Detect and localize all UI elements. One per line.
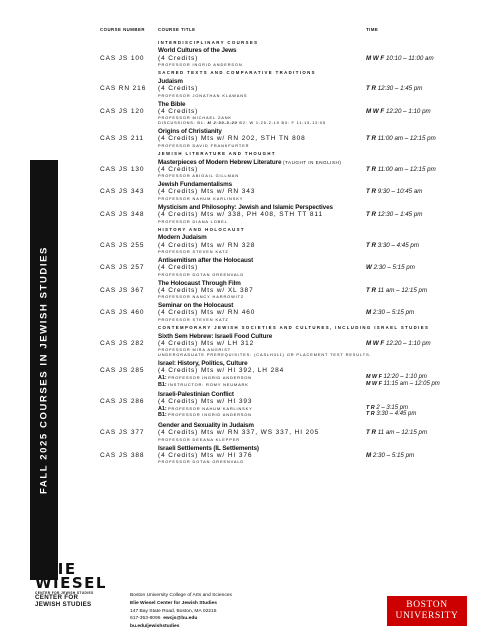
discussion-b3: B3: F 11:15-12:05 xyxy=(281,120,326,126)
course-number: CAS JS 286 xyxy=(100,398,145,406)
course-hours: 9:30 – 10:45 am xyxy=(377,188,423,196)
course-title xyxy=(158,257,470,264)
contact-address: 147 Bay State Road, Boston, MA 02215 xyxy=(130,608,217,614)
course-hours: 12:20 – 1:10 pm xyxy=(385,107,431,115)
course-entry xyxy=(100,47,470,67)
course-hours: 12:20 – 1:10 pm xyxy=(385,339,431,347)
course-hours: 11:00 am – 12:15 pm xyxy=(377,165,436,173)
course-title-text: Jewish Fundamentalisms xyxy=(158,181,233,189)
course-hours: 12:30 – 1:45 pm xyxy=(377,211,423,219)
course-entry xyxy=(100,391,470,419)
course-number: CAS JS 343 xyxy=(100,188,145,196)
course-listing xyxy=(100,37,470,467)
course-entry xyxy=(100,204,470,224)
course-credits: (4 Credits) Mts w/ XL 387 xyxy=(158,286,254,294)
course-days: T R xyxy=(366,85,376,92)
course-credits: (4 Credits) Mts w/ RN 460 xyxy=(158,309,256,317)
course-title-text: Sixth Sem Hebrew: Israeli Food Culture xyxy=(158,332,273,340)
course-credits: (4 Credits) xyxy=(158,54,199,62)
course-title-text: Masterpieces of Modern Hebrew Literature xyxy=(158,158,282,166)
contact-center-name: Elie Wiesel Center for Jewish Studies xyxy=(130,600,217,606)
course-hours: 2:30 – 5:15 pm xyxy=(373,264,415,272)
course-number: CAS JS 285 xyxy=(100,367,145,375)
course-hours: 3:30 – 4:45 pm xyxy=(377,241,419,249)
contact-website-link[interactable]: bu.edu/jewishstudies xyxy=(130,624,180,630)
course-days: M xyxy=(366,451,372,459)
course-hours: 11 am – 12:15 pm xyxy=(377,429,428,437)
course-credits: (4 Credits) Mts w/ LH 312 xyxy=(158,339,255,347)
course-title-text: Antisemitism after the Holocaust xyxy=(158,257,254,265)
course-number: CAS JS 255 xyxy=(100,241,145,249)
course-number: CAS JS 460 xyxy=(100,309,145,317)
course-section xyxy=(158,382,470,389)
section-time xyxy=(366,382,440,388)
course-entry xyxy=(100,101,470,126)
contact-block xyxy=(130,592,232,631)
logo-line-jewish-studies: JEWISH STUDIES xyxy=(35,600,92,608)
course-time xyxy=(366,55,434,62)
contact-phone: 617-353-8096 xyxy=(130,616,161,622)
bu-logo-line2: UNIVERSITY xyxy=(395,611,459,621)
course-number: CAS RN 216 xyxy=(100,85,147,92)
course-entry xyxy=(100,257,470,277)
course-days: T R xyxy=(366,286,376,294)
logo-line-wiesel: WIESEL xyxy=(35,574,107,592)
boston-university-logo xyxy=(387,596,467,626)
sidebar-title: FALL 2025 COURSES IN JEWISH STUDIES xyxy=(38,246,50,494)
course-days: T R xyxy=(366,135,376,143)
section-code: B1: xyxy=(158,381,167,388)
course-entry xyxy=(100,128,470,148)
course-entry xyxy=(100,333,470,358)
course-professor: PROFESSOR DIANA LOBEL xyxy=(158,218,228,224)
course-hours: 10:10 – 11:00 am xyxy=(385,54,434,62)
header-course-title: COURSE TITLE xyxy=(158,27,196,32)
course-number: CAS JS 130 xyxy=(100,165,145,173)
course-title-text: Judaism xyxy=(158,77,183,85)
course-section xyxy=(158,406,470,413)
course-credits: (4 Credits) Mts w/ RN 202, STH TN 808 xyxy=(158,135,306,143)
course-professor: PROFESSOR STEVEN KATZ xyxy=(158,249,229,255)
course-time xyxy=(366,135,436,142)
course-hours: 2:30 – 5:15 pm xyxy=(372,309,415,317)
section-days: M W F xyxy=(366,380,382,387)
course-section xyxy=(158,412,470,419)
course-credits: (4 Credits) Mts w/ RN 328 xyxy=(158,241,256,249)
course-title-text: World Cultures of the Jews xyxy=(158,47,237,55)
discussion-b1-time: M 2:30-3:20 xyxy=(207,120,238,126)
course-days: T R xyxy=(366,188,376,196)
logo-line-elie: ELIE xyxy=(35,560,77,578)
contact-center xyxy=(130,600,232,608)
course-title-text: Israel: History, Politics, Culture xyxy=(158,360,248,368)
course-number: CAS JS 377 xyxy=(100,429,145,437)
course-credits: (4 Credits) Mts w/ 338, PH 408, STH TT 811 xyxy=(158,211,323,219)
course-days: T R xyxy=(366,241,376,249)
course-credits: (4 Credits) Mts w/ HI 392, LH 284 xyxy=(158,367,285,375)
discussions-label: DISCUSSIONS: xyxy=(158,120,196,126)
course-number: CAS JS 257 xyxy=(100,264,145,272)
course-credits: (4 Credits) Mts w/ RN 337, WS 337, HI 205 xyxy=(158,429,320,437)
course-time xyxy=(366,188,422,195)
course-days: T R xyxy=(366,165,376,173)
course-credits: (4 Credits) Mts w/ HI 393 xyxy=(158,398,253,406)
course-professor: PROFESSOR INGRID ANDERSON xyxy=(158,62,243,67)
course-days: M W F xyxy=(366,339,385,347)
elie-wiesel-logo xyxy=(35,562,107,608)
section-days: T R xyxy=(366,411,375,418)
section-hours: 11:15 am – 12:05 pm xyxy=(383,380,440,387)
course-days: M W F xyxy=(366,107,385,115)
course-title-text: Israeli Settlements (IL Settlements) xyxy=(158,444,259,452)
course-professor: PROFESSOR NANCY HARROWITZ xyxy=(158,294,245,300)
course-title-text: Israeli-Palestinian Conflict xyxy=(158,391,234,399)
course-number: CAS JS 282 xyxy=(100,339,145,347)
course-credits: (4 Credits) Mts w/ HI 376 xyxy=(158,451,253,459)
logo-tagline: CENTER FOR JEWISH STUDIES xyxy=(35,591,94,595)
section-days: T R xyxy=(366,404,375,411)
course-discussions xyxy=(158,120,470,125)
course-time xyxy=(366,264,415,271)
section-heading: JEWISH LITERATURE AND THOUGHT xyxy=(158,150,276,156)
course-title-text: Gender and Sexuality in Judaism xyxy=(158,421,254,429)
course-entry xyxy=(100,280,470,300)
course-credits-spacer xyxy=(158,85,470,92)
course-hours: 2:30 – 5:15 pm xyxy=(372,451,415,459)
course-entry xyxy=(100,234,470,254)
course-time xyxy=(366,340,431,347)
course-time xyxy=(366,452,414,459)
section-heading: SACRED TEXTS AND COMPARATIVE TRADITIONS xyxy=(158,70,316,75)
course-number: CAS JS 367 xyxy=(100,286,145,294)
course-professor: PROFESSOR NAHUM KARLINSKY xyxy=(158,195,244,201)
section-hours: 12:20 – 1:10 pm xyxy=(383,373,427,380)
course-number: CAS JS 120 xyxy=(100,107,145,115)
course-professor: PROFESSOR ABIGAIL GILLMAN xyxy=(158,173,239,179)
course-time xyxy=(366,85,422,92)
contact-email[interactable]: ewcjs@bu.edu xyxy=(163,616,198,622)
course-entry xyxy=(100,159,470,179)
course-credits: (4 Credits) xyxy=(158,264,199,272)
course-days: W xyxy=(366,264,372,272)
course-number: CAS JS 100 xyxy=(100,54,145,62)
course-entry xyxy=(100,445,470,465)
course-prerequisites: UNDERGRADUATE PREREQUISITES: (CASLH311) OR PLACEMENT TEST RESULTS. xyxy=(158,352,372,358)
course-professor: PROFESSOR MIRA ANGRIST xyxy=(158,347,231,353)
course-credits: (4 Credits) xyxy=(158,85,199,92)
course-entry xyxy=(100,422,470,442)
course-days: M xyxy=(366,309,372,317)
section-professor: PROFESSOR INGRID ANDERSON xyxy=(168,412,252,418)
header-time: TIME xyxy=(366,27,379,32)
course-credits: (4 Credits) xyxy=(158,107,199,115)
contact-web xyxy=(130,623,232,631)
course-credits: (4 Credits) xyxy=(158,165,199,173)
section-hours: 2 – 3:15 pm xyxy=(376,404,409,411)
course-professor: PROFESSOR DEEANA KLEPPER xyxy=(158,436,240,442)
contact-college: Boston University College of Arts and Sciences xyxy=(130,593,232,598)
section-professor: INSTRUCTOR: ROMY NEUMARK xyxy=(168,381,249,387)
section-time xyxy=(366,412,416,418)
section-heading: INTERDISCIPLINARY COURSES xyxy=(158,39,259,45)
course-professor: PROFESSOR MICHAEL ZANK xyxy=(158,115,232,121)
course-title-text: The Holocaust Through Film xyxy=(158,279,241,287)
course-title xyxy=(158,78,470,85)
course-professor: PROFESSOR DAVID FRANKFURTER xyxy=(158,142,250,148)
course-title-text: Modern Judaism xyxy=(158,234,207,242)
course-entry xyxy=(100,78,470,98)
course-time xyxy=(366,108,431,115)
section-professor: PROFESSOR NAHUM KARLINSKY xyxy=(168,405,253,411)
course-time xyxy=(366,429,427,436)
course-title-text: Seminar on the Holocaust xyxy=(158,302,234,310)
course-time xyxy=(366,166,436,173)
course-entry xyxy=(100,302,470,322)
course-entry xyxy=(100,360,470,388)
bu-logo-line1: BOSTON xyxy=(406,600,448,610)
course-time xyxy=(366,309,414,316)
course-hours: 11 am – 12:15 pm xyxy=(377,286,428,294)
course-professor: PROFESSOR STEVEN KATZ xyxy=(158,316,229,322)
course-entry xyxy=(100,181,470,201)
course-days: M W F xyxy=(366,54,385,62)
course-title-text: Origins of Christianity xyxy=(158,128,222,136)
course-number: CAS JS 388 xyxy=(100,451,145,459)
header-course-number: COURSE NUMBER xyxy=(100,27,145,32)
course-number: CAS JS 211 xyxy=(100,135,144,143)
section-days: M W F xyxy=(366,373,382,380)
course-days: T R xyxy=(366,429,376,437)
course-professor: PROFESSOR DOTAN GREENVALD xyxy=(158,459,245,465)
discussion-b2: B2: W 1:25-2:15 xyxy=(239,120,280,126)
course-credits: (4 Credits) Mts w/ RN 343 xyxy=(158,188,256,196)
section-heading: CONTEMPORARY JEWISH SOCIETIES AND CULTURES, INCLUDING ISRAEL STUDIES xyxy=(158,324,430,330)
course-time xyxy=(366,287,427,294)
course-days: T R xyxy=(366,211,376,219)
course-title-text: The Bible xyxy=(158,100,186,108)
course-hours: 12:30 – 1:45 pm xyxy=(377,85,423,92)
discussion-b1-label: B1: xyxy=(197,120,206,126)
course-number: CAS JS 348 xyxy=(100,211,145,219)
logo-line-center: CENTER FOR xyxy=(35,594,79,601)
course-professor: PROFESSOR JONATHAN KLAWANS xyxy=(158,92,248,98)
section-code: A1: xyxy=(158,405,167,412)
section-code: A1: xyxy=(158,374,167,381)
section-hours: 3:30 – 4:45 pm xyxy=(376,411,417,418)
section-code: B1: xyxy=(158,412,167,419)
contact-phone-email xyxy=(130,615,232,623)
course-professor: PROFESSOR DOTAN GREENVALD xyxy=(158,271,245,277)
course-hours: 11:00 am – 12:15 pm xyxy=(377,135,436,143)
course-time xyxy=(366,242,419,249)
section-professor: PROFESSOR INGRID ANDERSON xyxy=(168,374,252,380)
course-time xyxy=(366,211,422,218)
course-title-text: Mysticism and Philosophy: Jewish and Islamic Perspectives xyxy=(158,203,333,211)
section-heading: HISTORY AND HOLOCAUST xyxy=(158,226,245,232)
course-credits-spacer xyxy=(158,264,470,271)
course-title-note: (TAUGHT IN ENGLISH) xyxy=(283,159,342,165)
